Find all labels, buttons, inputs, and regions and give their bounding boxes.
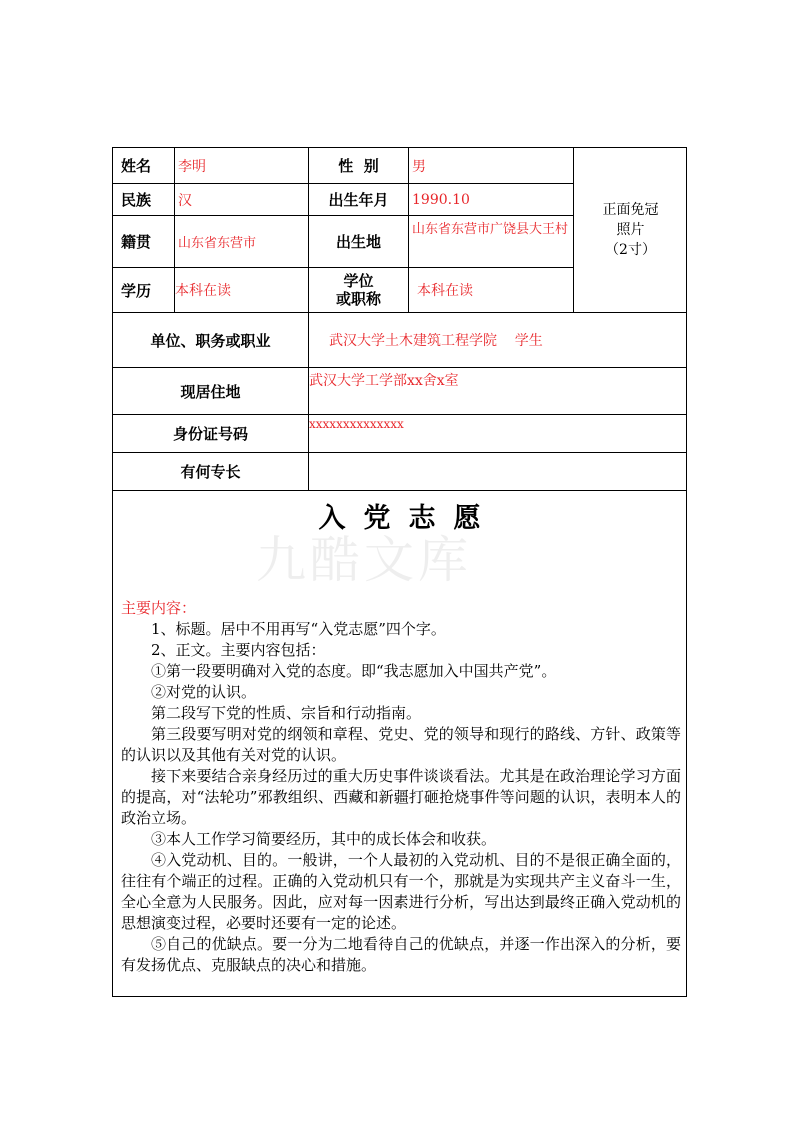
photo-line-2: 照片 xyxy=(616,222,645,238)
gender-value: 男 xyxy=(409,148,574,184)
application-form xyxy=(112,147,687,997)
degree-label-line-2: 或职称 xyxy=(335,290,381,308)
skills-value xyxy=(309,453,687,491)
name-value: 李明 xyxy=(175,148,309,184)
skills-label: 有何专长 xyxy=(113,453,309,491)
id-value: xxxxxxxxxxxxxx xyxy=(309,415,687,453)
ethnicity-label: 民族 xyxy=(113,184,175,216)
residence-value: 武汉大学工学部xx舍x室 xyxy=(309,368,687,415)
essay-paragraph: 第二段写下党的性质、宗旨和行动指南。 xyxy=(151,704,422,722)
name-label: 姓名 xyxy=(113,148,175,184)
birthplace-label: 出生地 xyxy=(309,216,409,268)
residence-label: 现居住地 xyxy=(113,368,309,415)
essay-paragraph: ⑤自己的优缺点。要一分为二地看待自己的优缺点，并逐一作出深入的分析，要有发扬优点、克服缺点的决心和措施。 xyxy=(121,935,681,974)
degree-value: 本科在读 xyxy=(409,268,574,313)
essay-paragraph: ③本人工作学习简要经历，其中的成长体会和收获。 xyxy=(151,830,497,848)
essay-title: 入党志愿 xyxy=(318,503,499,534)
birth-value: 1990.10 xyxy=(409,184,574,216)
education-value: 本科在读 xyxy=(175,268,309,313)
photo-line-1: 正面免冠 xyxy=(602,202,659,218)
essay-heading: 主要内容： xyxy=(121,599,197,617)
education-label: 学历 xyxy=(113,268,175,313)
origin-label: 籍贯 xyxy=(113,216,175,268)
origin-value: 山东省东营市 xyxy=(175,216,309,268)
gender-label: 性 别 xyxy=(309,148,409,184)
watermark-text: 九酷文库 xyxy=(256,531,472,589)
degree-label-line-1: 学位 xyxy=(343,272,374,290)
employer-label: 单位、职务或职业 xyxy=(113,313,309,368)
essay-paragraph: 接下来要结合亲身经历过的重大历史事件谈谈看法。尤其是在政治理论学习方面的提高，对“法轮功”邪教组织、西藏和新疆打砸抢烧事件等问题的认识，表明本人的政治立场。 xyxy=(121,767,681,827)
essay-paragraph: 1、标题。居中不用再写“入党志愿”四个字。 xyxy=(151,620,446,638)
employer-value: 武汉大学土木建筑工程学院 学生 xyxy=(309,313,687,368)
essay-paragraph: ②对党的认识。 xyxy=(151,683,257,701)
essay-body xyxy=(121,598,681,976)
ethnicity-value: 汉 xyxy=(175,184,309,216)
id-label: 身份证号码 xyxy=(113,415,309,453)
birthplace-value: 山东省东营市广饶县大王村 xyxy=(409,216,574,268)
essay-paragraph: ④入党动机、目的。一般讲，一个人最初的入党动机、目的不是很正确全面的，往往有个端正的过程。正确的入党动机只有一个，那就是为实现共产主义奋斗一生，全心全意为人民服务。因此，应对每一因素进行分析，写出达到最终正确入党动机的思想演变过程，必要时还要有一定的论述。 xyxy=(121,851,681,932)
photo-line-3: （2寸） xyxy=(605,242,656,258)
degree-label xyxy=(309,268,409,313)
essay-paragraph: ①第一段要明确对入党的态度。即“我志愿加入中国共产党”。 xyxy=(151,662,557,680)
essay-paragraph: 第三段要写明对党的纲领和章程、党史、党的领导和现行的路线、方针、政策等的认识以及其他有关对党的认识。 xyxy=(121,725,681,764)
essay-paragraph: 2、正文。主要内容包括： xyxy=(151,641,326,659)
photo-placeholder xyxy=(574,148,687,313)
birth-label: 出生年月 xyxy=(309,184,409,216)
